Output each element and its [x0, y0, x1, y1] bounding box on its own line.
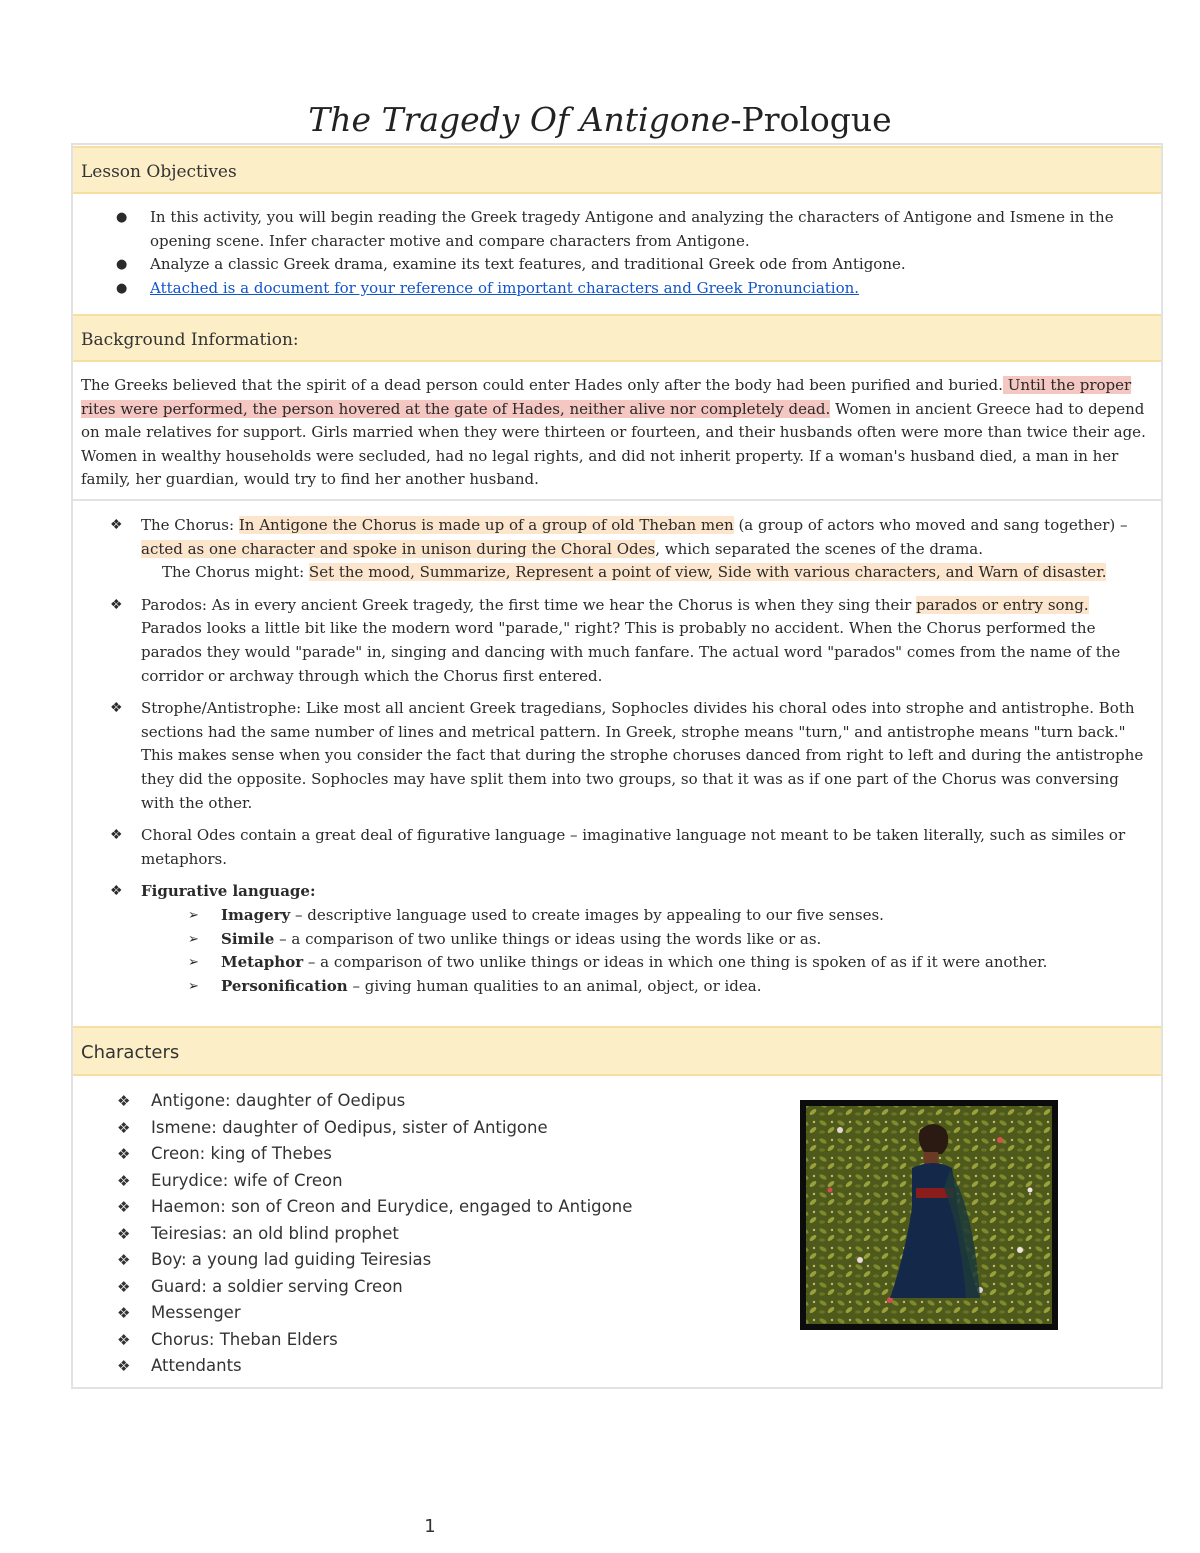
highlighted-text: acted as one character and spoke in unison during the Choral Odes	[141, 539, 656, 558]
list-item	[73, 928, 1161, 952]
background-header	[73, 314, 1161, 362]
arrow-bullet-icon: ➢	[188, 931, 199, 947]
objectives-heading: Lesson Objectives	[81, 162, 237, 182]
page-title	[0, 100, 1200, 139]
bullet-icon: ●	[116, 280, 128, 296]
character-text: Guard: a soldier serving Creon	[151, 1276, 403, 1296]
figurative-item	[73, 880, 1161, 904]
chorus-text: (a group of actors who moved and sang together) –	[733, 516, 1128, 534]
characters-heading: Characters	[81, 1042, 180, 1063]
diamond-bullet-icon: ❖	[117, 1118, 131, 1137]
character-text: Eurydice: wife of Creon	[151, 1170, 343, 1190]
diamond-bullet-icon: ❖	[117, 1304, 131, 1322]
title-suffix: -Prologue	[730, 100, 892, 139]
arrow-bullet-icon: ➢	[188, 907, 199, 923]
diamond-bullet-icon: ❖	[110, 596, 123, 613]
list-item	[73, 253, 1161, 277]
chorus-label: The Chorus:	[141, 516, 239, 534]
list-item	[73, 951, 1161, 975]
diamond-bullet-icon: ❖	[110, 827, 123, 844]
definition: – giving human qualities to an animal, object, or idea.	[347, 976, 762, 995]
bullet-icon: ●	[116, 210, 128, 225]
odes-text: Choral Odes contain a great deal of figurative language – imaginative language not meant to be taken literally, such as similes or metaphors.	[141, 826, 1126, 868]
background-text: Women in ancient Greece had to depend on male relatives for support. Girls married when they were thirteen or fourteen, and their husbands often were more than twice their age. Women in wealthy households were secluded, had no legal rights, and did not inherit property. If a woman's husband died, a man in her family, her guardian, would try to find her another husband.	[81, 399, 1146, 489]
diamond-bullet-icon: ❖	[117, 1171, 131, 1190]
characters-header	[73, 1026, 1161, 1076]
diamond-bullet-icon: ❖	[110, 700, 123, 717]
highlighted-text: In Antigone the Chorus is made up of a group of old Theban men	[238, 516, 734, 534]
figurative-label: Figurative language:	[141, 882, 316, 901]
list-item	[73, 206, 1161, 253]
highlighted-text: parados or entry song.	[916, 595, 1089, 614]
reference-document-link[interactable]: Attached is a document for your reference of important characters and Greek Pronunciation.	[150, 278, 860, 297]
strophe-text: Strophe/Antistrophe: Like most all ancient Greek tragedians, Sophocles divides his choral odes into strophe and antistrophe. Both sections had the same number of lines and metrical pattern. In Greek, strophe means "turn," and antistrophe means "turn back." This makes sense when you consider the fact that during the strophe choruses danced from right to left and during the antistrophe they did the opposite. Sophocles may have split them into two groups, so that it was as if one part of the Chorus was conversing with the other.	[141, 699, 1144, 812]
diamond-bullet-icon: ❖	[117, 1277, 131, 1296]
page-number: 1	[424, 1516, 436, 1537]
bullet-icon: ●	[116, 257, 128, 273]
list-item	[73, 904, 1161, 928]
background-heading: Background Information:	[81, 330, 299, 350]
diamond-bullet-icon: ❖	[110, 883, 123, 900]
diamond-bullet-icon: ❖	[117, 1145, 131, 1163]
character-item	[73, 1353, 1161, 1380]
term: Simile	[221, 929, 275, 948]
diamond-bullet-icon: ❖	[117, 1224, 131, 1243]
arrow-bullet-icon: ➢	[188, 955, 199, 971]
chorus-item	[73, 514, 1161, 585]
background-body	[73, 374, 1161, 501]
character-text: Messenger	[151, 1303, 241, 1322]
character-text: Attendants	[151, 1356, 242, 1375]
diamond-bullet-icon: ❖	[117, 1092, 131, 1110]
diamond-bullet-icon: ❖	[117, 1357, 131, 1375]
character-text: Ismene: daughter of Oedipus, sister of Antigone	[151, 1117, 548, 1137]
character-text: Creon: king of Thebes	[151, 1144, 332, 1163]
concepts-body	[73, 514, 1161, 998]
character-text: Haemon: son of Creon and Eurydice, engaged to Antigone	[151, 1197, 633, 1216]
term: Metaphor	[221, 953, 304, 972]
definition: – descriptive language used to create images by appealing to our five senses.	[290, 905, 884, 924]
parados-text: Parados looks a little bit like the modern word "parade," right? This is probably no accident. When the Chorus performed the parados they would "parade" in, singing and dancing with much fanfare. The actual word "parados" comes from the name of the corridor or archway through which the Chorus first entered.	[141, 619, 1121, 685]
objective-text: In this activity, you will begin reading the Greek tragedy Antigone and analyzing the characters of Antigone and Ismene in the opening scene. Infer character motive and compare characters from Antigone.	[150, 208, 1114, 250]
definition: – a comparison of two unlike things or ideas in which one thing is spoken of as if it were another.	[303, 953, 1048, 972]
chorus-text: , which separated the scenes of the drama.	[655, 539, 984, 558]
painting-illustration	[800, 1100, 1058, 1330]
character-text: Teiresias: an old blind prophet	[151, 1223, 399, 1243]
highlighted-text: Set the mood, Summarize, Represent a point of view, Side with various characters, and Warn of disaster.	[308, 563, 1107, 582]
arrow-bullet-icon: ➢	[188, 978, 199, 994]
diamond-bullet-icon: ❖	[117, 1330, 131, 1349]
list-item	[73, 975, 1161, 999]
character-item	[73, 1327, 1161, 1354]
objective-text: Analyze a classic Greek drama, examine its text features, and traditional Greek ode from Antigone.	[150, 255, 906, 274]
chorus-functions	[141, 561, 1145, 585]
character-text: Chorus: Theban Elders	[151, 1329, 338, 1349]
term: Imagery	[221, 905, 291, 924]
list-item	[73, 277, 1161, 301]
parados-item	[73, 594, 1161, 688]
parados-text: Parodos: As in every ancient Greek tragedy, the first time we hear the Chorus is when they sing their	[141, 595, 917, 614]
objectives-body	[73, 206, 1161, 300]
title-main: The Tragedy Of Antigone	[308, 100, 731, 139]
odes-item	[73, 824, 1161, 871]
objectives-header	[73, 146, 1161, 194]
background-text: The Greeks believed that the spirit of a dead person could enter Hades only after the body had been purified and buried.	[81, 376, 1003, 394]
term: Personification	[221, 976, 348, 995]
diamond-bullet-icon: ❖	[117, 1198, 131, 1216]
character-text: Boy: a young lad guiding Teiresias	[151, 1250, 432, 1269]
diamond-bullet-icon: ❖	[117, 1251, 131, 1269]
character-text: Antigone: daughter of Oedipus	[151, 1091, 406, 1110]
diamond-bullet-icon: ❖	[110, 517, 123, 533]
definition: – a comparison of two unlike things or ideas using the words like or as.	[274, 929, 822, 948]
strophe-item	[73, 697, 1161, 815]
highlighted-text: Until the proper rites were performed, the person hovered at the gate of Hades, neither alive nor completely dead.	[81, 376, 1132, 418]
chorus-text: The Chorus might:	[162, 563, 309, 582]
objectives-list	[73, 206, 1161, 300]
antigone-painting-image	[800, 1100, 1058, 1330]
